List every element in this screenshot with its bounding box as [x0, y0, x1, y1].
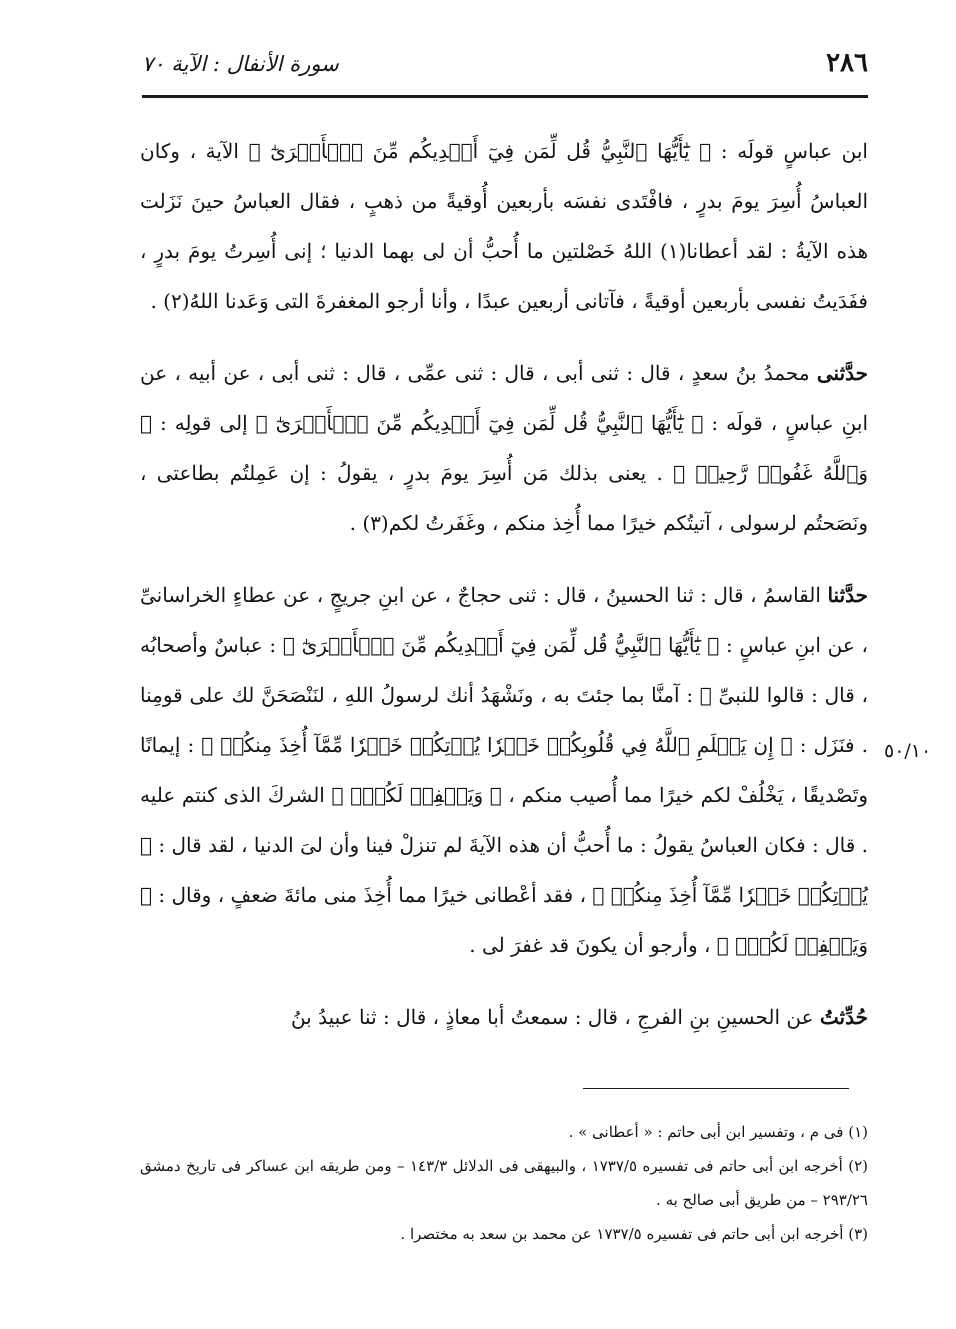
paragraph-lead: حدَّثنى — [816, 361, 868, 385]
footnote: (١) فى م ، وتفسير ابن أبى حاتم : « أعطانى » . — [568, 1123, 868, 1141]
running-head: سورة الأنفال : الآية ٧٠ — [142, 52, 339, 76]
paragraph-lead: حدَّثنا — [827, 583, 868, 607]
paragraph-text: القاسمُ ، قال : ثنا الحسينُ ، قال : ثنى حجاجٌ ، عن ابنِ جريجٍ ، عن عطاءٍ الخراسانىِّ ، عن ابنِ عباسٍ : ﴿ يَٰٓأَيُّهَا ٱلنَّبِيُّ قُل لِّمَن فِيٓ أَيۡدِيكُم مِّنَ ٱلۡأَسۡرَىٰٓ ﴾ : عباسٌ وأصحابُه ، قال : قالوا للنبىِّ ﷺ : آمنَّا بما جئتَ به ، ونَشْهَدُ أنك لرسولُ اللهِ ، لنَنْصَحَنَّ لك على قومِنا . فنَزَل : ﴿ إِن يَعۡلَمِ ٱللَّهُ فِي قُلُوبِكُمۡ خَيۡرٗا يُؤۡتِكُمۡ خَيۡرٗا مِّمَّآ أُخِذَ مِنكُمۡ ﴾ : إيمانًا وتَصْديقًا ، يَخْلُفْ لكم خيرًا مما أُصيب منكم ، ﴿ وَيَغۡفِرۡ لَكُمۡۚ ﴾ الشركَ الذى كنتم عليه . قال : فكان العباسُ يقولُ : ما أُحبُّ أن هذه الآيةَ لم تنزلْ فينا وأن لىَ الدنيا ، لقد قال : ﴿ يُؤۡتِكُمۡ خَيۡرٗا مِّمَّآ أُخِذَ مِنكُمۡ ﴾ ، فقد أعْطانى خيرًا مما أُخِذَ منى مائةَ ضعفٍ ، وقال : ﴿ وَيَغۡفِرۡ لَكُمۡۚ ﴾ ، وأرجو أن يكونَ قد غفرَ لى . — [140, 583, 868, 957]
paragraph — [140, 992, 868, 1042]
paragraph — [140, 348, 868, 548]
paragraph — [140, 126, 868, 326]
page-header — [142, 40, 868, 96]
page-number: ٢٨٦ — [826, 48, 868, 78]
main-text — [140, 126, 868, 1064]
margin-reference: ٥٠/١٠ — [884, 740, 932, 762]
paragraph — [140, 570, 868, 970]
paragraph-text: عن الحسينِ بنِ الفرجِ ، قال : سمعتُ أبا معاذٍ ، قال : ثنا عبيدُ بنُ — [290, 1005, 820, 1029]
paragraph-text: محمدُ بنُ سعدٍ ، قال : ثنى أبى ، قال : ثنى عمِّى ، قال : ثنى أبى ، عن أبيه ، عن ابنِ عباسٍ ، قولَه : ﴿ يَٰٓأَيُّهَا ٱلنَّبِيُّ قُل لِّمَن فِيٓ أَيۡدِيكُم مِّنَ ٱلۡأَسۡرَىٰٓ ﴾ إلى قولِه : ﴿ وَٱللَّهُ غَفُورٞ رَّحِيمٞ ﴾ . يعنى بذلك مَن أُسِرَ يومَ بدرٍ ، يقولُ : إن عَمِلتُم بطاعتى ، ونَصَحتُم لرسولى ، آتيتُكم خيرًا مما أُخِذ منكم ، وغَفَرتُ لكم(٣) . — [140, 361, 868, 535]
footnotes — [140, 1115, 868, 1251]
header-rule — [142, 95, 868, 98]
footnote: (٢) أخرجه ابن أبى حاتم فى تفسيره ١٧٣٧/٥ ، والبيهقى فى الدلائل ١٤٣/٣ – ومن طريقه ابن عساكر فى تاريخ دمشق ٢٩٣/٢٦ – من طريق أبى صالح به . — [140, 1157, 868, 1209]
footnote: (٣) أخرجه ابن أبى حاتم فى تفسيره ١٧٣٧/٥ عن محمد بن سعد به مختصرا . — [400, 1225, 868, 1243]
footnote-rule — [583, 1088, 849, 1089]
paragraph-lead: حُدِّثتُ — [819, 1005, 868, 1029]
paragraph-text: ابن عباسٍ قولَه : ﴿ يَٰٓأَيُّهَا ٱلنَّبِيُّ قُل لِّمَن فِيٓ أَيۡدِيكُم مِّنَ ٱلۡأَسۡرَىٰٓ ﴾ الآية ، وكان العباسُ أُسِرَ يومَ بدرٍ ، فافْتَدى نفسَه بأربعين أُوقيةً من ذهبٍ ، فقال العباسُ حينَ نَزَلت هذه الآيةُ : لقد أعطانا(١) اللهُ خَصْلتين ما أُحبُّ أن لى بهما الدنيا ؛ إنى أُسِرتُ يومَ بدرٍ ، ففَدَيتُ نفسى بأربعين أوقيةً ، فآتانى أربعين عبدًا ، وأنا أرجو المغفرةَ التى وَعَدنا اللهُ(٢) . — [140, 139, 868, 313]
